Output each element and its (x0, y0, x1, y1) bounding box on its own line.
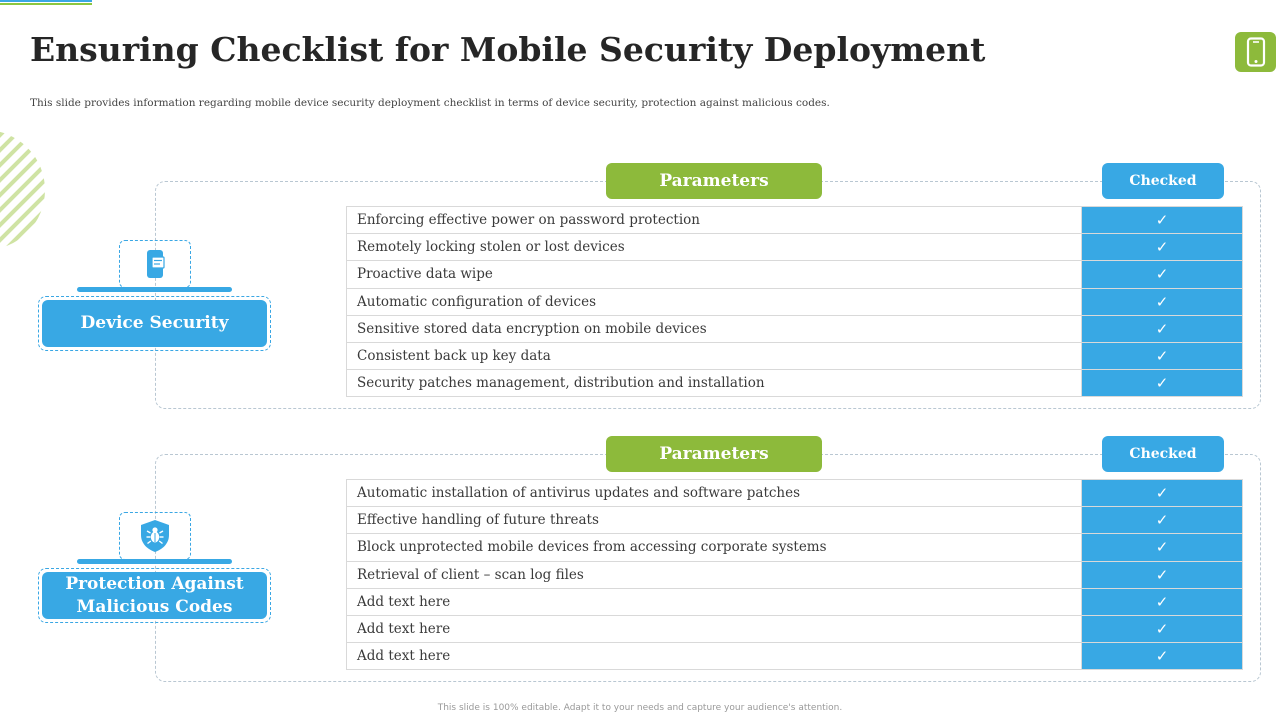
checkmark-icon: ✓ (1081, 616, 1242, 642)
parameter-cell: Add text here (347, 643, 1081, 669)
table-row (347, 507, 1242, 534)
category-label: Protection Against Malicious Codes (42, 572, 267, 619)
table-row (347, 589, 1242, 616)
table-row (347, 562, 1242, 589)
malicious-codes-table (346, 479, 1243, 670)
table-row (347, 616, 1242, 643)
mobile-document-icon (119, 240, 191, 288)
parameter-cell: Automatic installation of antivirus updates and software patches (347, 480, 1081, 506)
shield-bug-icon (119, 512, 191, 560)
parameter-cell: Add text here (347, 616, 1081, 642)
checkmark-icon: ✓ (1081, 480, 1242, 506)
parameter-cell: Security patches management, distribution and installation (347, 370, 1081, 396)
checked-header: Checked (1102, 436, 1224, 472)
category-malicious-codes (38, 568, 271, 623)
table-row (347, 289, 1242, 316)
table-row (347, 643, 1242, 670)
category-label: Device Security (42, 300, 267, 347)
slide-subtitle: This slide provides information regarding mobile device security deployment checklist in terms of device security, protection against malicious codes. (30, 97, 830, 109)
table-row (347, 207, 1242, 234)
divider-bar (77, 559, 232, 564)
parameter-cell: Proactive data wipe (347, 261, 1081, 287)
checkmark-icon: ✓ (1081, 343, 1242, 369)
checkmark-icon: ✓ (1081, 562, 1242, 588)
parameter-cell: Automatic configuration of devices (347, 289, 1081, 315)
table-row (347, 480, 1242, 507)
table-row (347, 370, 1242, 397)
slide-title: Ensuring Checklist for Mobile Security Deployment (30, 30, 986, 69)
checkmark-icon: ✓ (1081, 370, 1242, 396)
parameter-cell: Enforcing effective power on password protection (347, 207, 1081, 233)
parameter-cell: Consistent back up key data (347, 343, 1081, 369)
table-row (347, 316, 1242, 343)
checkmark-icon: ✓ (1081, 643, 1242, 669)
decorative-stripes (0, 125, 50, 255)
table-row (347, 234, 1242, 261)
category-device-security (38, 296, 271, 351)
parameter-cell: Remotely locking stolen or lost devices (347, 234, 1081, 260)
table-row (347, 343, 1242, 370)
table-row (347, 261, 1242, 288)
checkmark-icon: ✓ (1081, 507, 1242, 533)
parameter-cell: Effective handling of future threats (347, 507, 1081, 533)
checkmark-icon: ✓ (1081, 234, 1242, 260)
parameter-cell: Add text here (347, 589, 1081, 615)
checkmark-icon: ✓ (1081, 534, 1242, 560)
parameters-header: Parameters (606, 163, 822, 199)
checkmark-icon: ✓ (1081, 289, 1242, 315)
checkmark-icon: ✓ (1081, 207, 1242, 233)
device-security-table (346, 206, 1243, 397)
parameters-header: Parameters (606, 436, 822, 472)
parameter-cell: Sensitive stored data encryption on mobile devices (347, 316, 1081, 342)
checkmark-icon: ✓ (1081, 589, 1242, 615)
divider-bar (77, 287, 232, 292)
checked-header: Checked (1102, 163, 1224, 199)
mobile-phone-icon (1235, 32, 1276, 72)
parameter-cell: Block unprotected mobile devices from accessing corporate systems (347, 534, 1081, 560)
top-accent-stripes (0, 0, 92, 6)
parameter-cell: Retrieval of client – scan log files (347, 562, 1081, 588)
checkmark-icon: ✓ (1081, 261, 1242, 287)
footer-note: This slide is 100% editable. Adapt it to your needs and capture your audience's attention. (437, 703, 843, 713)
checkmark-icon: ✓ (1081, 316, 1242, 342)
table-row (347, 534, 1242, 561)
